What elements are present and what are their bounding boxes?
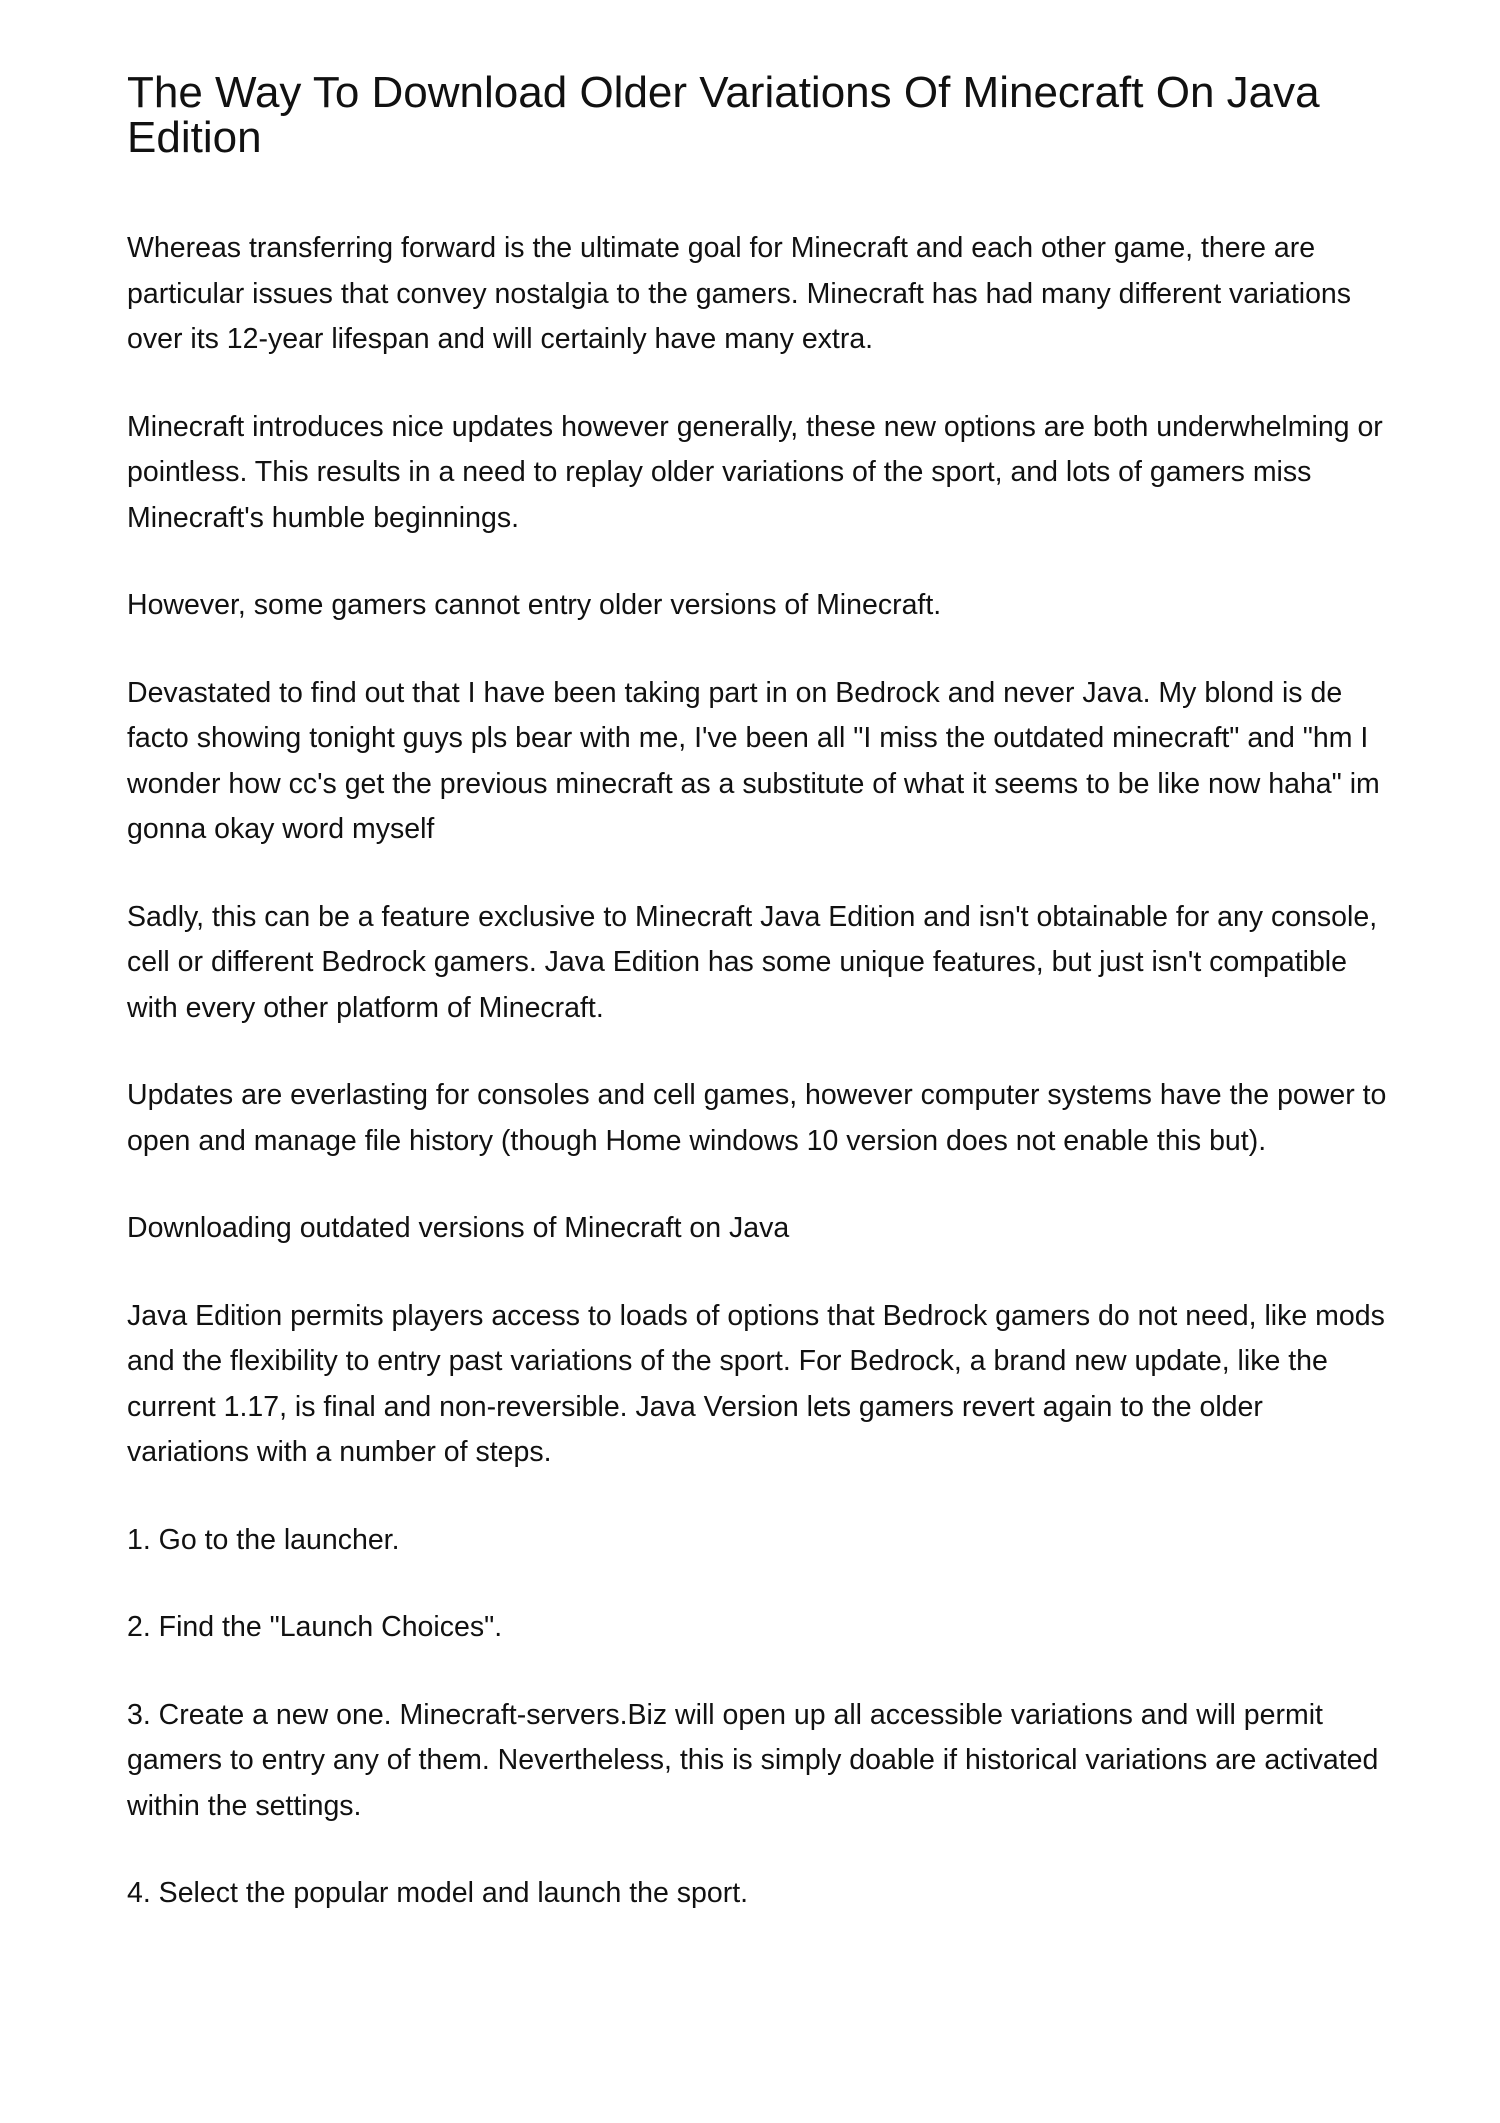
file-history-paragraph: Updates are everlasting for consoles and cell games, however computer systems have the power to open and manage file history (though Home windows 10 version does not enable this but).	[127, 1079, 1387, 1157]
java-permits-paragraph: Java Edition permits players access to loads of options that Bedrock gamers do not need, like mods and the flexibility to entry past variations of the sport. For Bedrock, a brand new update, like the current 1.17, is final and non-reversible. Java Version lets gamers revert again to the older variations with a number of steps.	[127, 1299, 1385, 1468]
updates-paragraph: Minecraft introduces nice updates however generally, these new options are both underwhelming or pointless. This results in a need to replay older variations of the sport, and lots of gamers miss Minecraft's humble beginnings.	[127, 410, 1383, 534]
intro-paragraph: Whereas transferring forward is the ultimate goal for Minecraft and each other game, there are particular issues that convey nostalgia to the gamers. Minecraft has had many different variations over its 12-year lifespan and will certainly have many extra.	[127, 232, 1352, 355]
step-1: 1. Go to the launcher.	[127, 1523, 400, 1556]
document-page	[127, 70, 1387, 1959]
step-2: 2. Find the "Launch Choices".	[127, 1611, 503, 1643]
document-title: The Way To Download Older Variations Of Minecraft On Java Edition	[127, 68, 1320, 162]
quote-paragraph: Devastated to find out that I have been taking part in on Bedrock and never Java. My blond is de facto showing tonight guys pls bear with me, I've been all "I miss the outdated minecraft" and "hm I wonder how cc's get the previous minecraft as a substitute of what it seems to be like now haha" im gonna okay word myself	[127, 676, 1380, 845]
step-3: 3. Create a new one. Minecraft-servers.Biz will open up all accessible variations and will permit gamers to entry any of them. Nevertheless, this is simply doable if historical variations are activated within the settings.	[127, 1698, 1379, 1822]
step-4: 4. Select the popular model and launch the sport.	[127, 1877, 749, 1909]
section-heading: Downloading outdated versions of Minecraft on Java	[127, 1212, 790, 1244]
access-paragraph: However, some gamers cannot entry older versions of Minecraft.	[127, 589, 942, 621]
java-exclusive-paragraph: Sadly, this can be a feature exclusive to Minecraft Java Edition and isn't obtainable for any console, cell or different Bedrock gamers. Java Edition has some unique features, but just isn't compatible with every other platform of Minecraft.	[127, 900, 1378, 1024]
